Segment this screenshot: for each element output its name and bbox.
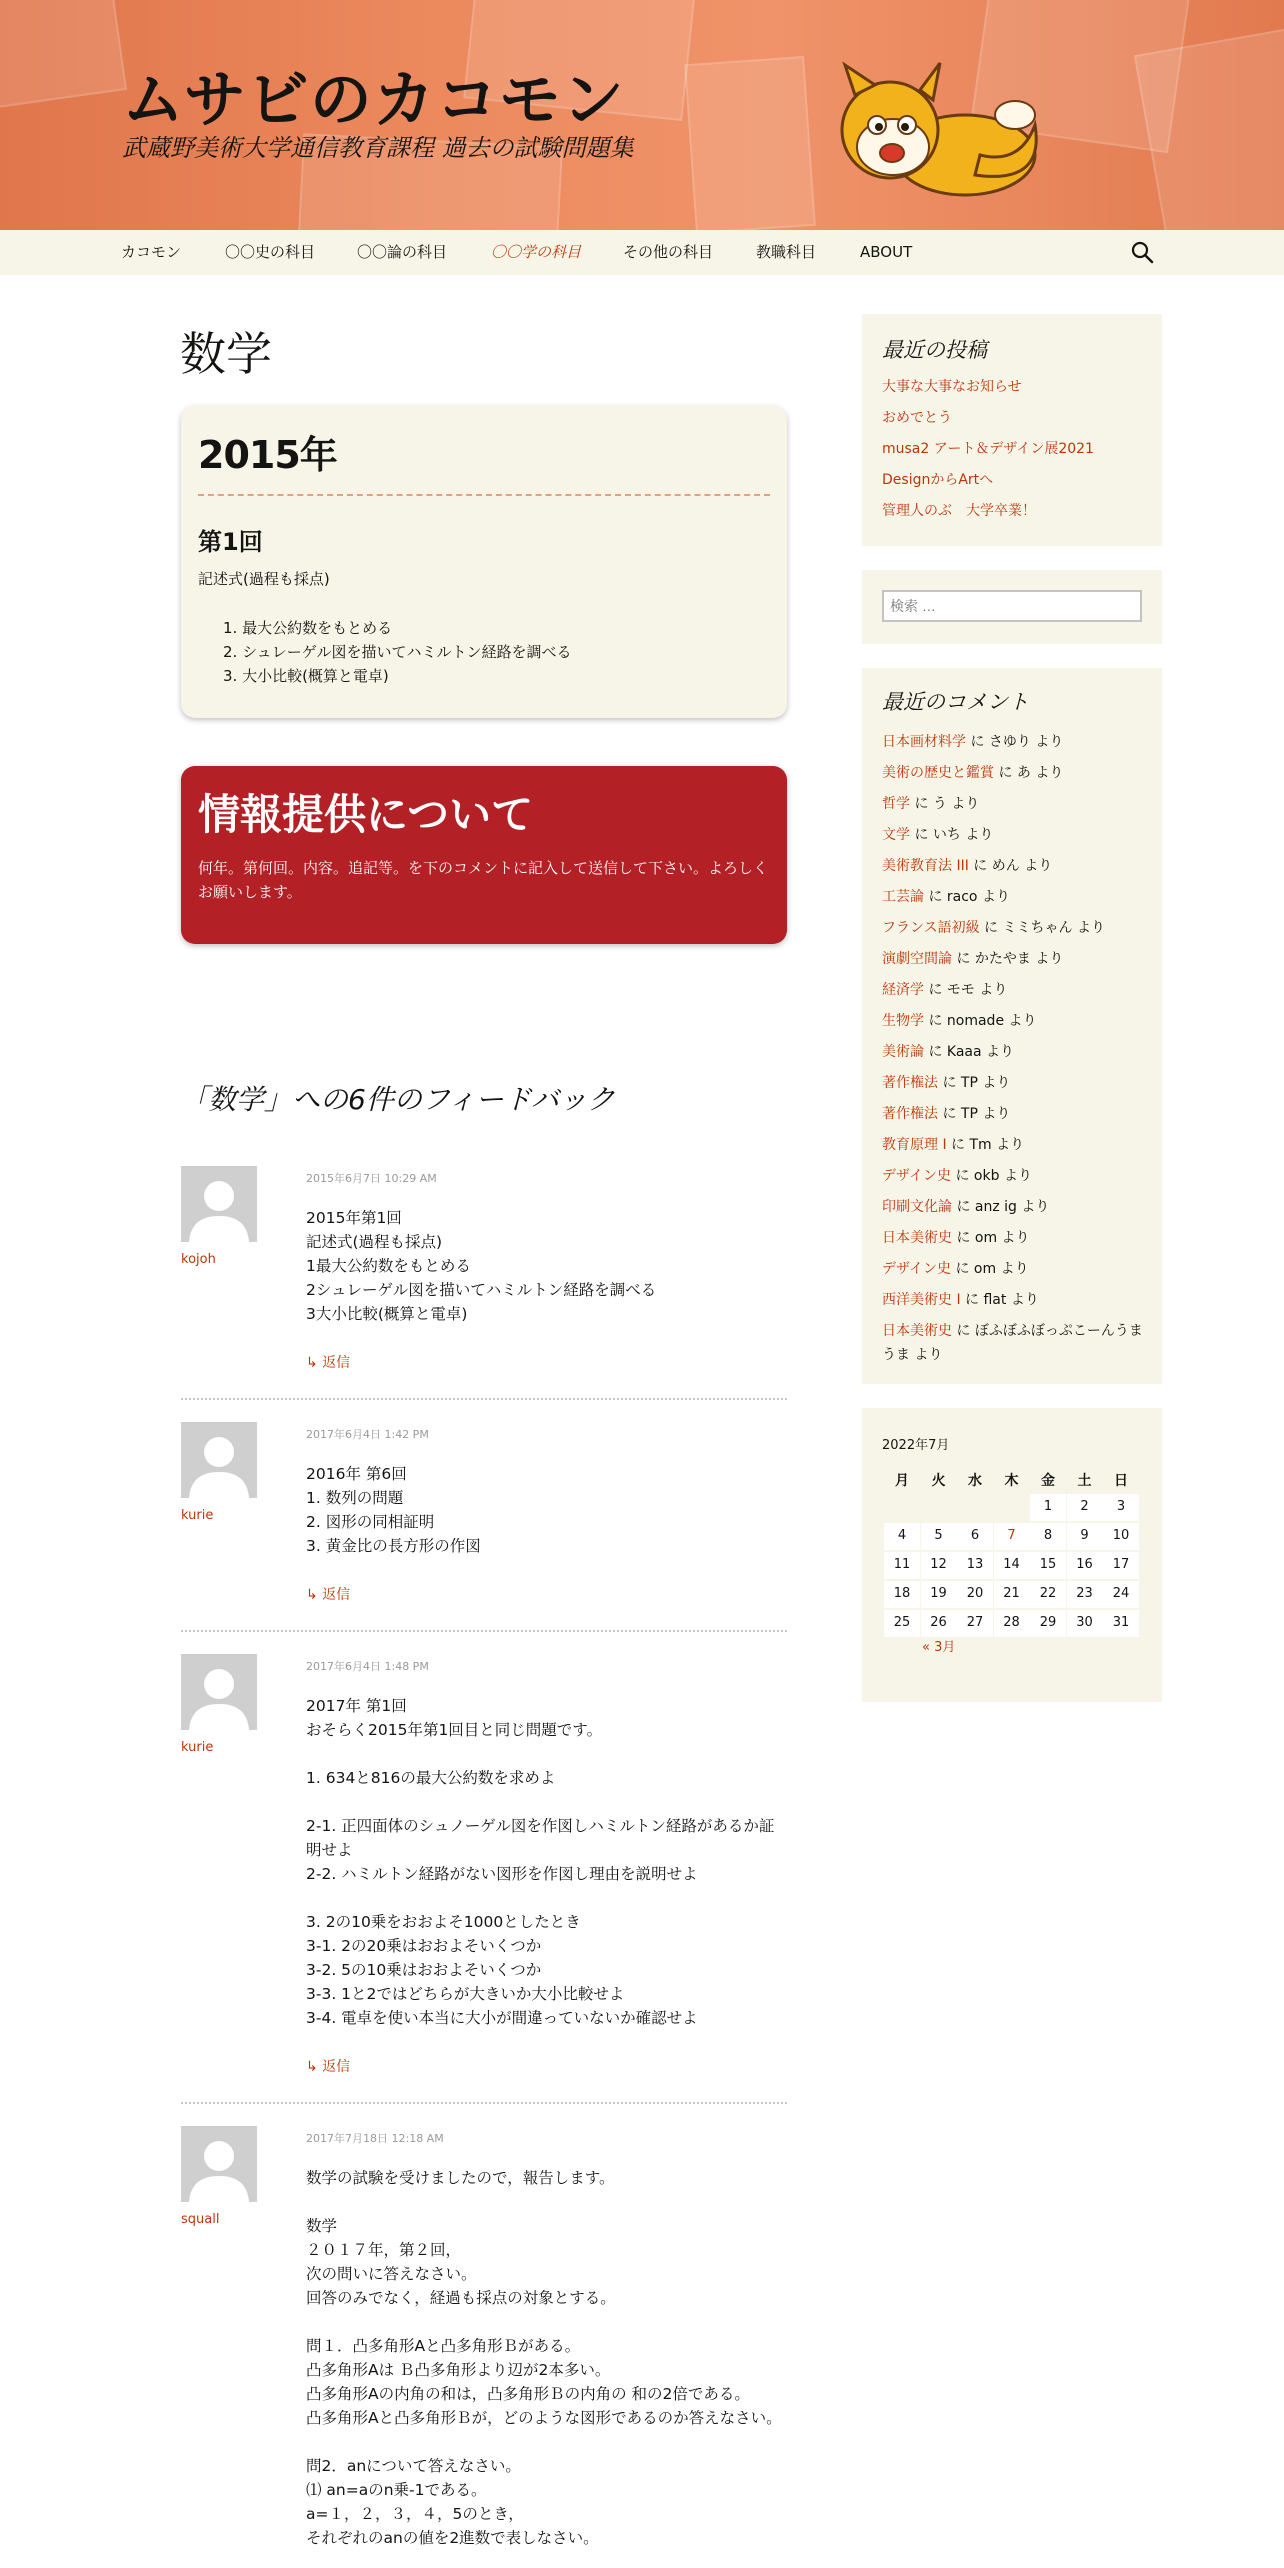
calendar-day: 20 xyxy=(966,1586,984,1601)
recent-comment-post-link[interactable]: 日本画材料学 xyxy=(882,734,966,750)
search-widget xyxy=(862,570,1162,644)
recent-comment-author: に かたやま より xyxy=(952,951,1064,967)
calendar-day: 23 xyxy=(1076,1586,1093,1601)
calendar-widget xyxy=(862,1408,1162,1702)
calendar-day: 22 xyxy=(1039,1586,1057,1601)
exam-question: 2. シュレーゲル図を描いてハミルトン経路を調べる xyxy=(223,643,572,661)
dashed-divider xyxy=(198,494,770,496)
recent-comment-author: に ミミちゃん より xyxy=(979,920,1105,936)
recent-posts-widget xyxy=(862,314,1162,546)
calendar-day: 8 xyxy=(1043,1528,1053,1543)
widget-title: 最近のコメント xyxy=(882,690,1029,714)
calendar-day: 4 xyxy=(897,1528,907,1543)
comment-author[interactable]: squall xyxy=(181,2212,220,2227)
calendar-weekday: 水 xyxy=(968,1473,982,1489)
reply-link[interactable] xyxy=(306,1352,350,1372)
recent-comment-item xyxy=(882,1257,1144,1281)
exam-year: 2015年 xyxy=(198,433,337,477)
recent-comment-post-link[interactable]: 著作権法 xyxy=(882,1075,938,1091)
info-notice-box xyxy=(181,766,787,944)
info-text: 何年。第何回。内容。追記等。を下のコメントに記入して送信して下さい。よろしくお願いします。 xyxy=(198,859,769,901)
recent-comment-author: に raco より xyxy=(924,889,1010,905)
calendar-day: 12 xyxy=(930,1557,947,1572)
recent-comment-item xyxy=(882,1009,1144,1033)
recent-comment-author: に okb より xyxy=(951,1168,1032,1184)
recent-comment-item xyxy=(882,1040,1144,1064)
recent-comment-post-link[interactable]: 美術教育法 III xyxy=(882,858,969,874)
recent-comment-item xyxy=(882,978,1144,1002)
comment-date[interactable]: 2017年6月4日 1:48 PM xyxy=(306,1660,429,1673)
exam-question-list xyxy=(223,616,571,688)
recent-comment-item xyxy=(882,730,1144,754)
site-header xyxy=(0,0,1284,230)
exam-question: 1. 最大公約数をもとめる xyxy=(223,619,393,637)
recent-comment-item xyxy=(882,792,1144,816)
avatar-silhouette-icon xyxy=(181,1422,257,1498)
recent-comment-author: に いち より xyxy=(910,827,994,843)
comment-body: 数学の試験を受けましたので，報告します。 数学 ２０１７年，第２回， 次の問いに答えなさい。 回答のみでなく，経過も採点の対象とする。 問１．凸多角形Aと凸多角形Ｂがある。 凸多角形Aは Ｂ凸多角形より辺が2本多い。 凸多角形Aの内角の和は，凸多角形Ｂの内角の 和の2倍である。 凸多角形Aと凸多角形Ｂが，どのような図形であるのか答えなさい。 問2．anについて答えなさい。 ⑴ an=aのn乗-1である。 a=１，２，３，４，5のとき， それぞれのanの値を2進数で表しなさい。 xyxy=(306,2169,782,2547)
comment-date[interactable]: 2017年6月4日 1:42 PM xyxy=(306,1428,429,1441)
recent-post-link[interactable]: おめでとう xyxy=(882,410,952,426)
site-description: 武蔵野美術大学通信教育課程 過去の試験問題集 xyxy=(122,134,634,162)
calendar-day: 6 xyxy=(970,1528,980,1543)
calendar-day: 25 xyxy=(893,1615,911,1630)
sidebar-search-input[interactable] xyxy=(882,590,1142,622)
exam-session: 第1回 xyxy=(198,528,263,556)
recent-comment-post-link[interactable]: 教育原理 I xyxy=(882,1137,947,1153)
recent-comment-post-link[interactable]: 著作権法 xyxy=(882,1106,938,1122)
exam-format: 記述式(過程も採点) xyxy=(198,570,330,588)
comment-separator xyxy=(181,2102,787,2104)
calendar-weekday: 金 xyxy=(1041,1473,1055,1489)
recent-comment-post-link[interactable]: 日本美術史 xyxy=(882,1323,952,1339)
comment-author[interactable]: kojoh xyxy=(181,1252,216,1267)
calendar-weekday: 木 xyxy=(1004,1473,1019,1489)
calendar-day: 31 xyxy=(1112,1615,1130,1630)
recent-comment-item xyxy=(882,947,1144,971)
reply-arrow-icon: ↳ xyxy=(306,2059,323,2075)
recent-comment-author: に めん より xyxy=(968,858,1053,874)
recent-comment-item xyxy=(882,1195,1144,1219)
recent-comment-item xyxy=(882,1319,1144,1367)
nav-item-science[interactable]: 〇〇学の科目 xyxy=(491,243,582,261)
calendar-day: 13 xyxy=(966,1557,984,1572)
recent-comment-item xyxy=(882,823,1144,847)
recent-comment-post-link[interactable]: 哲学 xyxy=(882,796,910,812)
avatar xyxy=(181,1654,257,1730)
exam-info-box xyxy=(181,406,787,718)
recent-comment-author: に Kaaa より xyxy=(924,1044,1015,1060)
calendar-day: 3 xyxy=(1116,1499,1126,1514)
recent-comment-author: に anz ig より xyxy=(952,1199,1050,1215)
nav-item-theory[interactable]: 〇〇論の科目 xyxy=(357,243,448,261)
calendar-day: 29 xyxy=(1039,1615,1057,1630)
header-decoration xyxy=(684,56,816,230)
avatar-silhouette-icon xyxy=(181,1654,257,1730)
calendar-day: 17 xyxy=(1112,1557,1130,1572)
recent-comment-item xyxy=(882,1102,1144,1126)
calendar-day: 18 xyxy=(893,1586,911,1601)
nav-item-other[interactable]: その他の科目 xyxy=(623,243,714,261)
calendar-weekday: 土 xyxy=(1077,1473,1092,1489)
recent-comment-post-link[interactable]: 演劇空間論 xyxy=(882,951,952,967)
recent-comment-author: に TP より xyxy=(938,1075,1011,1091)
calendar-day: 15 xyxy=(1039,1557,1057,1572)
avatar-silhouette-icon xyxy=(181,1166,257,1242)
comment-date[interactable]: 2015年6月7日 10:29 AM xyxy=(306,1172,437,1185)
comment-separator xyxy=(181,1398,787,1400)
reply-arrow-icon: ↳ xyxy=(306,1355,323,1371)
recent-comment-post-link[interactable]: フランス語初級 xyxy=(882,920,980,936)
calendar-day: 27 xyxy=(966,1615,984,1630)
calendar-day: 28 xyxy=(1003,1615,1020,1630)
calendar-day: 1 xyxy=(1043,1499,1053,1514)
recent-comment-post-link[interactable]: 工芸論 xyxy=(882,889,924,905)
recent-comment-item xyxy=(882,1226,1144,1250)
recent-comment-author: に TP より xyxy=(938,1106,1011,1122)
nav-item-about[interactable]: ABOUT xyxy=(860,243,913,261)
recent-comment-item xyxy=(882,1133,1144,1157)
recent-post-link[interactable]: 管理人のぶ 大学卒業！ xyxy=(882,503,1036,519)
search-icon[interactable] xyxy=(1130,240,1154,264)
feedback-title: 「数学」への6件のフィードバック xyxy=(180,1083,616,1116)
recent-comment-item xyxy=(882,854,1144,878)
calendar-weekday: 日 xyxy=(1114,1473,1128,1489)
recent-comment-author: に nomade より xyxy=(924,1013,1037,1029)
calendar-day: 21 xyxy=(1003,1586,1020,1601)
header-decoration xyxy=(1134,28,1284,230)
recent-comment-post-link[interactable]: 美術論 xyxy=(882,1044,924,1060)
recent-comment-author: に う より xyxy=(910,796,980,812)
recent-comment-item xyxy=(882,761,1144,785)
calendar-day: 5 xyxy=(934,1528,943,1543)
avatar-silhouette-icon xyxy=(181,2126,257,2202)
comment-author[interactable]: kurie xyxy=(181,1508,214,1523)
calendar-day: 10 xyxy=(1112,1528,1130,1543)
reply-arrow-icon: ↳ xyxy=(306,1587,323,1603)
calendar-weekday: 月 xyxy=(895,1473,909,1489)
recent-comment-author: に Tm より xyxy=(946,1137,1025,1153)
recent-comment-author: に さゆり より xyxy=(966,734,1064,750)
reply-link[interactable] xyxy=(306,1584,350,1604)
nav-item-kakomon[interactable]: カコモン xyxy=(121,243,182,261)
recent-post-link[interactable]: DesignからArtへ xyxy=(882,472,994,488)
avatar xyxy=(181,2126,257,2202)
reply-label: 返信 xyxy=(322,1587,351,1603)
info-title: 情報提供について xyxy=(198,790,534,839)
comment-separator xyxy=(181,1630,787,1632)
recent-comment-author: に flat より xyxy=(960,1292,1039,1308)
site-title[interactable]: ムサビのカコモン xyxy=(122,63,625,136)
recent-comment-author: に あ より xyxy=(994,765,1064,781)
calendar-day: 16 xyxy=(1076,1557,1093,1572)
calendar-day: 19 xyxy=(930,1586,947,1601)
calendar-day: 26 xyxy=(930,1615,947,1630)
recent-comment-author: に om より xyxy=(952,1230,1030,1246)
comment-date[interactable]: 2017年7月18日 12:18 AM xyxy=(306,2132,444,2145)
calendar-prev-link[interactable]: « 3月 xyxy=(922,1640,956,1655)
recent-comment-author: に om より xyxy=(951,1261,1029,1277)
reply-link[interactable] xyxy=(306,2056,350,2076)
calendar-weekday: 火 xyxy=(931,1473,946,1489)
nav-item-teaching[interactable]: 教職科目 xyxy=(756,243,817,261)
nav-item-history[interactable]: 〇〇史の科目 xyxy=(225,243,316,261)
comment-body: 2015年第1回 記述式(過程も採点) 1最大公約数をもとめる 2シュレーゲル図を描いてハミルトン経路を調べる 3大小比較(概算と電卓) xyxy=(306,1209,657,1323)
header-decoration xyxy=(0,0,127,109)
recent-post-link[interactable]: musa2 アート＆デザイン展2021 xyxy=(882,441,1094,457)
widget-title: 最近の投稿 xyxy=(882,338,987,362)
calendar-day: 2 xyxy=(1080,1499,1089,1514)
recent-comment-post-link[interactable]: 文学 xyxy=(882,827,910,843)
recent-comment-post-link[interactable]: 美術の歴史と鑑賞 xyxy=(882,765,994,781)
calendar-day: 11 xyxy=(893,1557,911,1572)
exam-question: 3. 大小比較(概算と電卓) xyxy=(223,667,389,685)
recent-comment-item xyxy=(882,885,1144,909)
avatar xyxy=(181,1422,257,1498)
recent-comment-post-link[interactable]: 印刷文化論 xyxy=(882,1199,952,1215)
comment-body: 2016年 第6回 1. 数列の問題 2. 図形の同相証明 3. 黄金比の長方形の作図 xyxy=(306,1465,481,1555)
recent-comment-item xyxy=(882,1164,1144,1188)
calendar-day-link[interactable]: 7 xyxy=(1007,1528,1016,1543)
recent-comment-item xyxy=(882,1071,1144,1095)
avatar xyxy=(181,1166,257,1242)
calendar-day: 30 xyxy=(1076,1615,1093,1630)
recent-comment-item xyxy=(882,1288,1144,1312)
recent-comment-post-link[interactable]: 経済学 xyxy=(882,982,924,998)
recent-comment-post-link[interactable]: デザイン史 xyxy=(882,1261,952,1277)
recent-comment-post-link[interactable]: 生物学 xyxy=(882,1013,924,1029)
recent-comment-author: に モモ より xyxy=(924,982,1008,998)
recent-comment-post-link[interactable]: 日本美術史 xyxy=(882,1230,952,1246)
recent-comment-author: に ぼふぼふぼっぷこーんうまうま より xyxy=(882,1323,1143,1363)
calendar-day: 9 xyxy=(1080,1528,1089,1543)
recent-comment-post-link[interactable]: 西洋美術史 I xyxy=(882,1292,961,1308)
comment-body: 2017年 第1回 おそらく2015年第1回目と同じ問題です。 1. 634と816の最大公約数を求めよ 2-1. 正四面体のシュノーゲル図を作図しハミルトン経路があるか証明せよ 2-2. ハミルトン経路がない図形を作図し理由を説明せよ 3. 2の10乗をおおよそ1000としたとき 3-1. 2の20乗はおおよそいくつか 3-2. 5の10乗はおおよそいくつか 3-3. 1と2ではどちらが大きいか大小比較せよ 3-4. 電卓を使い本当に大小が間違っていないか確認せよ xyxy=(306,1697,775,2027)
comment-author[interactable]: kurie xyxy=(181,1740,214,1755)
reply-label: 返信 xyxy=(322,2059,351,2075)
recent-post-link[interactable]: 大事な大事なお知らせ xyxy=(882,379,1022,395)
recent-comment-item xyxy=(882,916,1144,940)
mascot-image xyxy=(815,55,1055,215)
calendar-day: 14 xyxy=(1003,1557,1020,1572)
recent-comments-widget xyxy=(862,668,1162,1384)
calendar-day: 24 xyxy=(1112,1586,1130,1601)
reply-label: 返信 xyxy=(322,1355,351,1371)
calendar-caption: 2022年7月 xyxy=(882,1438,950,1453)
page-title: 数学 xyxy=(180,327,272,381)
recent-comment-post-link[interactable]: デザイン史 xyxy=(882,1168,952,1184)
